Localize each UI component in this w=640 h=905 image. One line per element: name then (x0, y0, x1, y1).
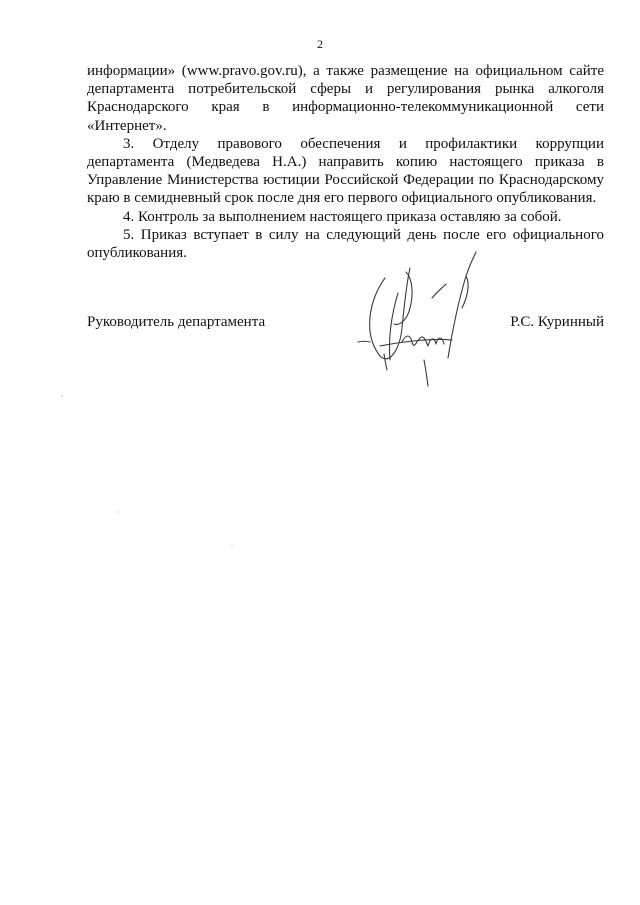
paragraph-item-5: 5. Приказ вступает в силу на следующий день после его официального опубликования. (87, 226, 604, 262)
signer-position: Руководитель департамента (87, 314, 266, 330)
signer-name: Р.С. Куринный (510, 314, 604, 330)
paragraph-continuation: информации» (www.pravo.gov.ru), а также размещение на официальном сайте департамента потребительской сферы и регулирования рынка алкоголя Краснодарского края в информационно-телекоммуникационной сети «Интернет». (87, 63, 604, 134)
paragraph-item-4: 4. Контроль за выполнением настоящего приказа оставляю за собой. (123, 208, 562, 225)
paragraph-item-3: 3. Отделу правового обеспечения и профилактики коррупции департамента (Медведева Н.А.) направить копию настоящего приказа в Управление Министерства юстиции Российской Федерации по Краснодарскому краю в семидневный срок после дня его первого официального опубликования. (87, 135, 604, 207)
page-number: 2 (317, 37, 323, 51)
handwritten-signature (340, 238, 500, 388)
document-body (87, 62, 604, 262)
